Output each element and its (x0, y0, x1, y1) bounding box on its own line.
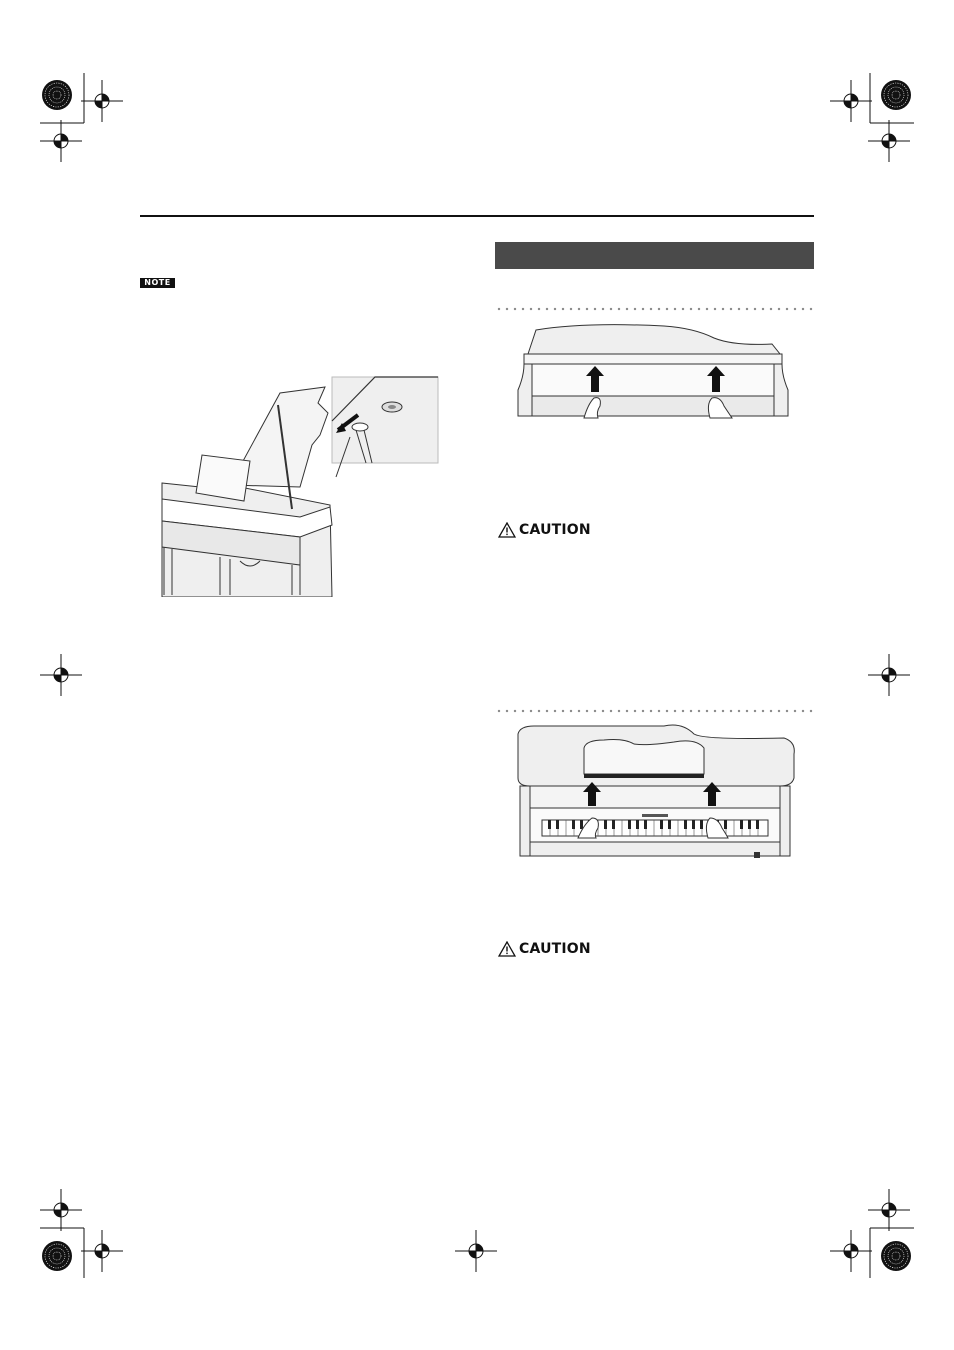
caution-notice (498, 522, 591, 538)
warning-triangle-icon (498, 941, 516, 957)
section-header-bar (495, 242, 814, 269)
header-rule (140, 215, 814, 217)
dotted-divider (495, 709, 814, 713)
dotted-divider (495, 307, 814, 311)
caution-label: CAUTION (519, 941, 591, 957)
lid-lift-illustration (514, 320, 792, 420)
caution-label: CAUTION (519, 522, 591, 538)
caution-notice (498, 941, 591, 957)
warning-triangle-icon (498, 522, 516, 538)
note-badge: NOTE (140, 278, 175, 288)
key-cover-open-illustration (514, 720, 796, 860)
lid-stick-detail-inset (332, 377, 438, 477)
grand-piano-lid-illustration (160, 375, 440, 597)
